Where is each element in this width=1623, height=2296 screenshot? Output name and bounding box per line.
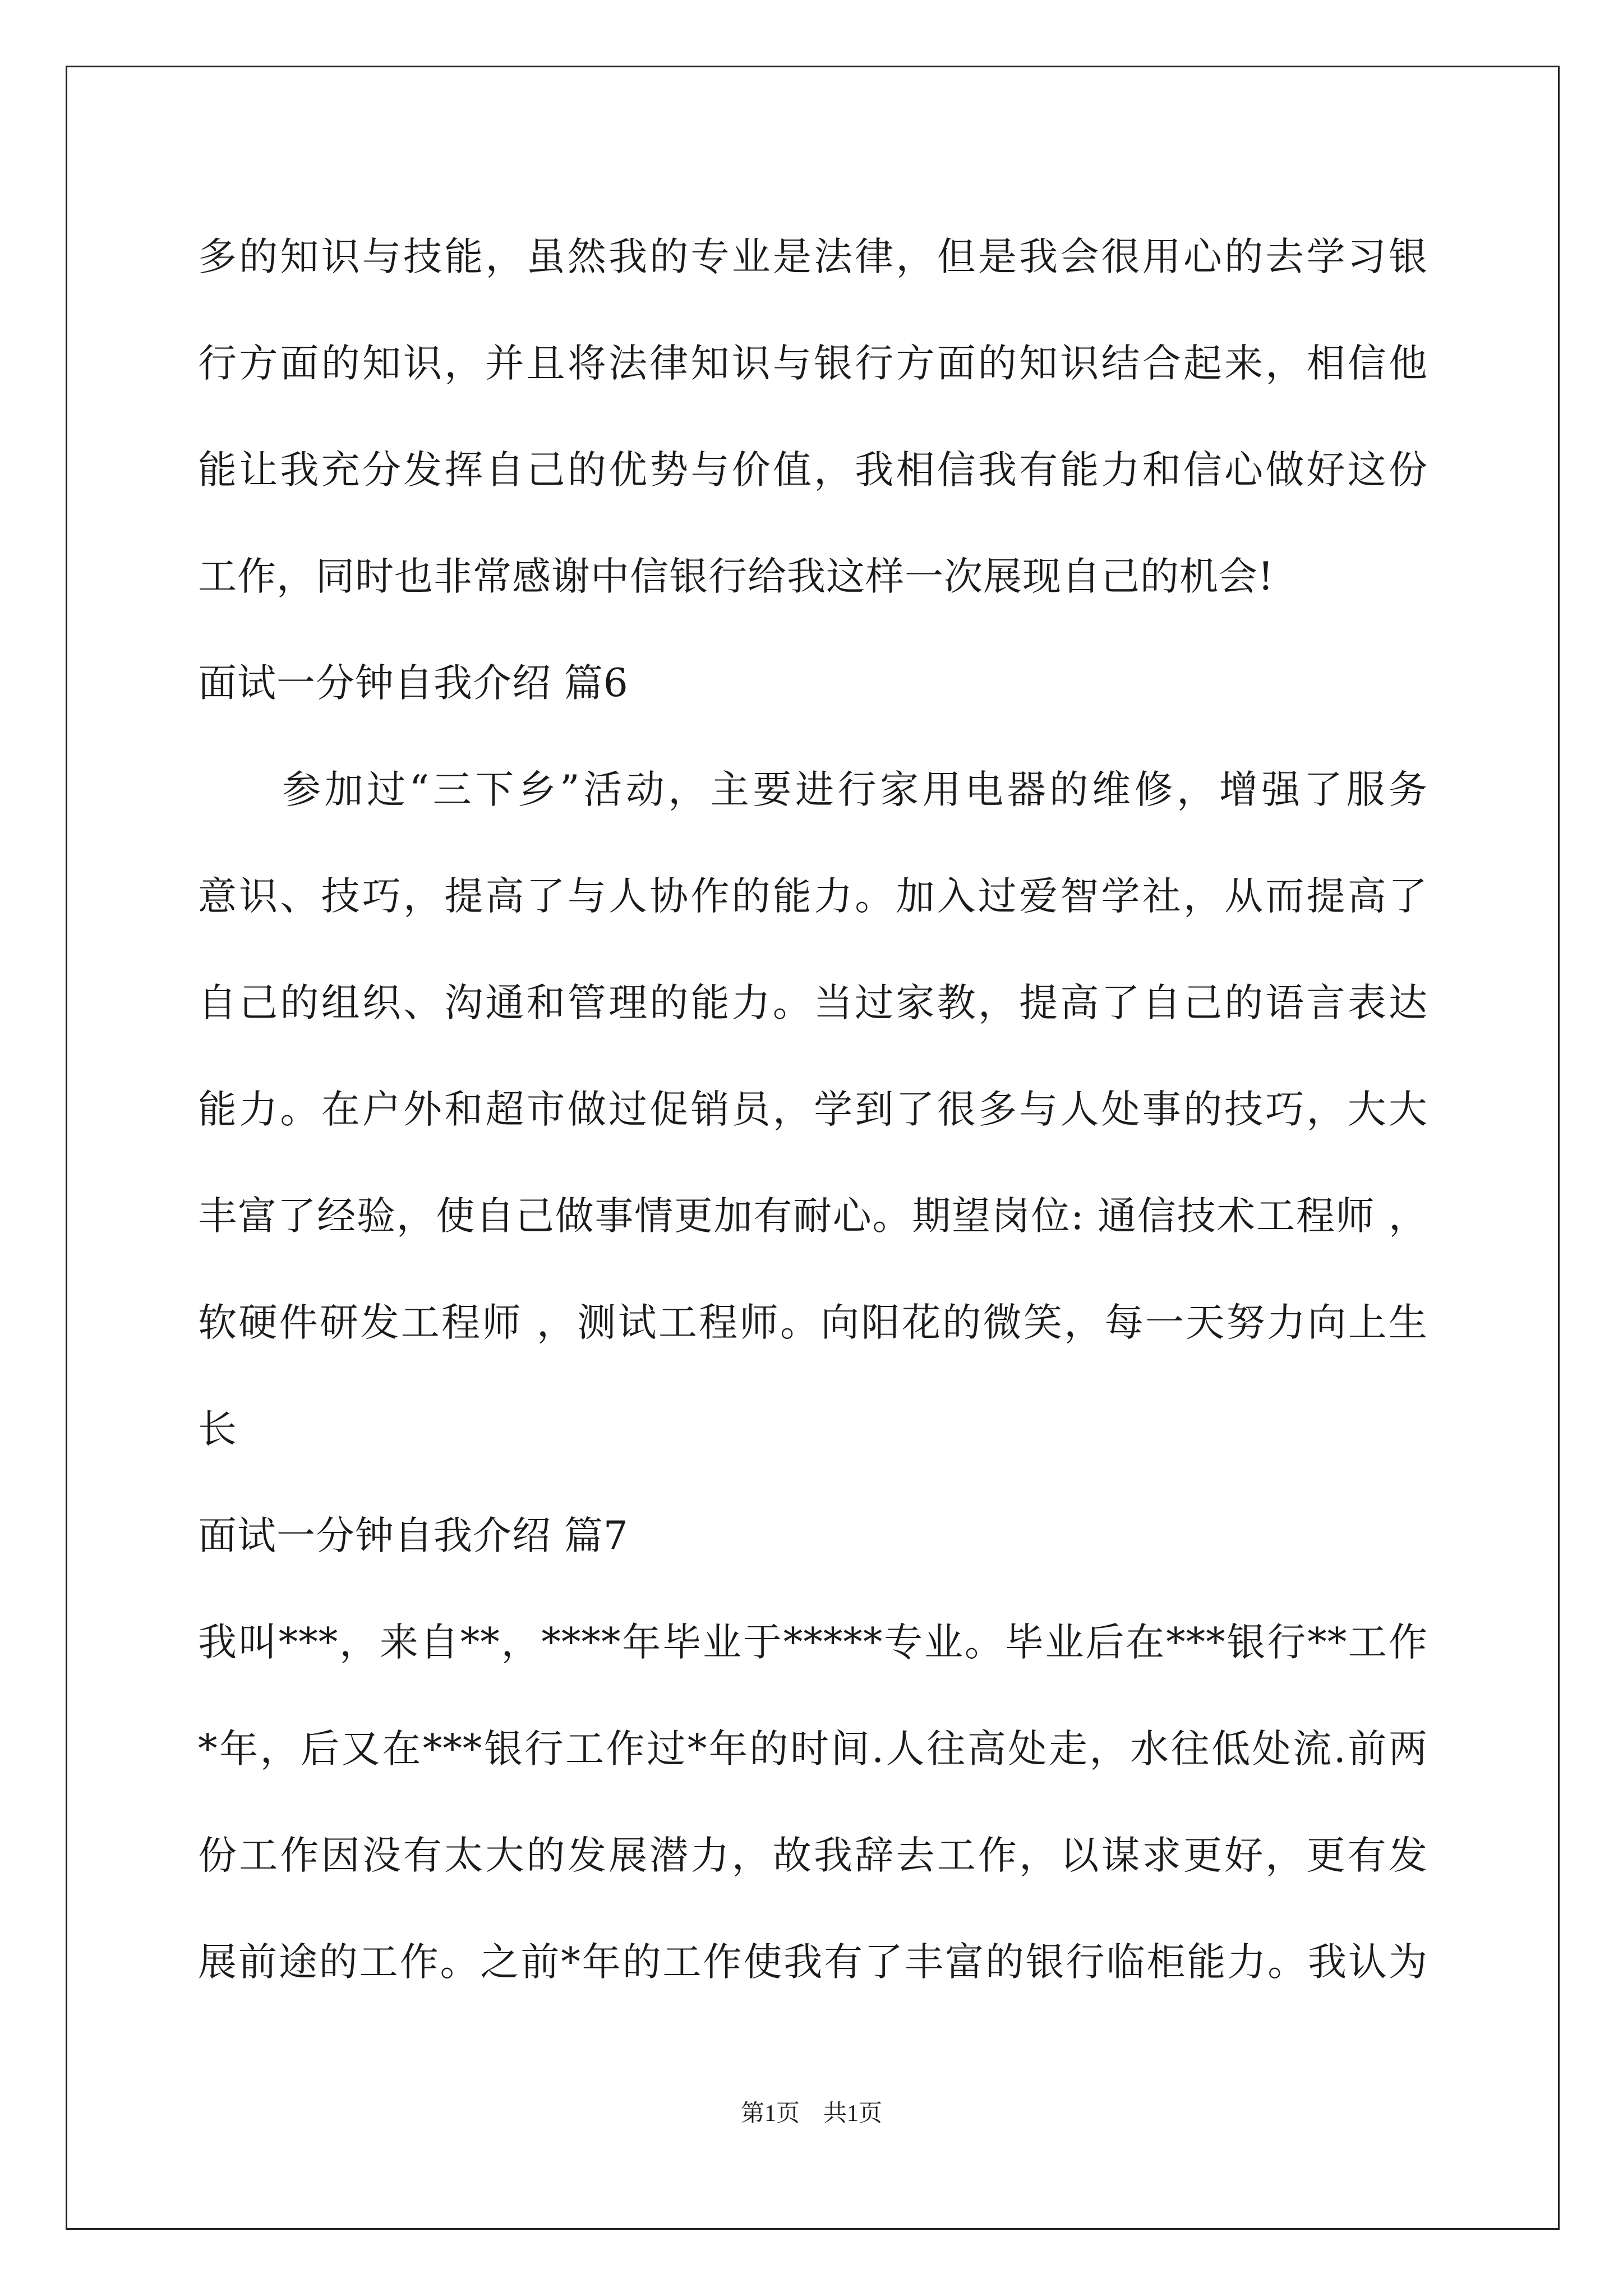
paragraph-line: 意识、技巧，提高了与人协作的能力。加入过爱智学社，从而提高了 (198, 874, 1428, 919)
paragraph-line: 自己的组织、沟通和管理的能力。当过家教，提高了自己的语言表达 (198, 981, 1428, 1025)
paragraph-line: 软硬件研发工程师 ，测试工程师。向阳花的微笑，每一天努力向上生 (198, 1300, 1428, 1345)
paragraph-line: 工作，同时也非常感谢中信银行给我这样一次展现自己的机会! (198, 554, 1274, 599)
section-heading-7: 面试一分钟自我介绍 篇7 (198, 1513, 629, 1558)
paragraph-line: 多的知识与技能，虽然我的专业是法律，但是我会很用心的去学习银 (198, 234, 1428, 279)
paragraph-line: 长 (198, 1407, 237, 1452)
paragraph-line: 行方面的知识，并且将法律知识与银行方面的知识结合起来，相信他 (198, 341, 1428, 386)
paragraph-line: 我叫***，来自**，****年毕业于*****专业。毕业后在***银行**工作 (198, 1620, 1428, 1665)
section-heading-6: 面试一分钟自我介绍 篇6 (198, 661, 629, 706)
paragraph-line: 展前途的工作。之前*年的工作使我有了丰富的银行临柜能力。我认为 (198, 1940, 1428, 1985)
paragraph-line: 能力。在户外和超市做过促销员，学到了很多与人处事的技巧，大大 (198, 1087, 1428, 1132)
paragraph-line: *年，后又在***银行工作过*年的时间.人往高处走，水往低处流.前两 (198, 1727, 1428, 1772)
paragraph-line: 份工作因没有太大的发展潜力，故我辞去工作，以谋求更好，更有发 (198, 1833, 1428, 1878)
page-number-footer: 第1页 共1页 (740, 2101, 882, 2127)
paragraph-line: 能让我充分发挥自己的优势与价值，我相信我有能力和信心做好这份 (198, 448, 1428, 493)
paragraph-line: 参加过“三下乡”活动，主要进行家用电器的维修，增强了服务 (282, 767, 1428, 812)
paragraph-line: 丰富了经验，使自己做事情更加有耐心。期望岗位: 通信技术工程师 ， (198, 1194, 1428, 1239)
